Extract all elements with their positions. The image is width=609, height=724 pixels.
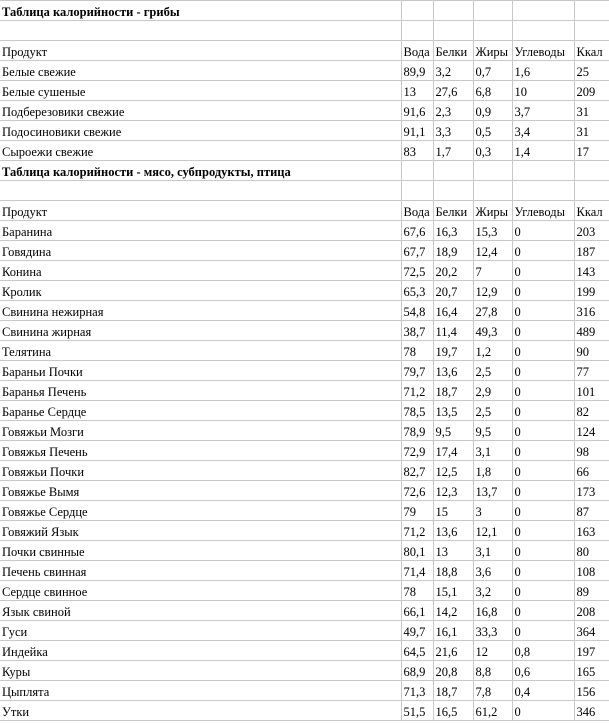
product-cell[interactable]: Говяжий Язык [0, 521, 401, 541]
value-cell[interactable]: 0 [512, 221, 574, 241]
value-cell[interactable]: 1,8 [473, 461, 512, 481]
product-cell[interactable]: Говяжье Вымя [0, 481, 401, 501]
product-cell[interactable]: Язык свиной [0, 601, 401, 621]
empty-cell[interactable] [574, 21, 609, 41]
column-header[interactable]: Продукт [0, 41, 401, 61]
product-cell[interactable]: Индейка [0, 641, 401, 661]
value-cell[interactable]: 18,8 [433, 561, 473, 581]
product-cell[interactable]: Бараньи Почки [0, 361, 401, 381]
column-header[interactable]: Белки [433, 201, 473, 221]
value-cell[interactable]: 16,1 [433, 621, 473, 641]
table-row [0, 461, 609, 481]
product-cell[interactable]: Сыроежи свежие [0, 141, 401, 161]
product-cell[interactable]: Говяжьи Почки [0, 461, 401, 481]
empty-cell[interactable] [0, 21, 401, 41]
value-cell[interactable]: 78,5 [401, 401, 433, 421]
value-cell[interactable]: 12 [473, 641, 512, 661]
column-header[interactable]: Продукт [0, 201, 401, 221]
value-cell[interactable]: 20,8 [433, 661, 473, 681]
empty-cell[interactable] [512, 161, 574, 181]
empty-cell[interactable] [473, 181, 512, 201]
empty-cell[interactable] [401, 21, 433, 41]
value-cell[interactable]: 12,9 [473, 281, 512, 301]
section-title[interactable]: Таблица калорийности - мясо, субпродукты, птица [0, 161, 401, 181]
table-row [0, 701, 609, 721]
value-cell[interactable]: 33,3 [473, 621, 512, 641]
value-cell[interactable]: 89 [574, 581, 609, 601]
value-cell[interactable]: 3,3 [433, 121, 473, 141]
value-cell[interactable]: 0,9 [473, 101, 512, 121]
value-cell[interactable]: 0 [512, 461, 574, 481]
column-header-row [0, 41, 609, 61]
value-cell[interactable]: 51,5 [401, 701, 433, 721]
value-cell[interactable]: 79,7 [401, 361, 433, 381]
value-cell[interactable]: 67,6 [401, 221, 433, 241]
value-cell[interactable]: 108 [574, 561, 609, 581]
value-cell[interactable]: 90 [574, 341, 609, 361]
value-cell[interactable]: 197 [574, 641, 609, 661]
table-row [0, 121, 609, 141]
value-cell[interactable]: 16,3 [433, 221, 473, 241]
value-cell[interactable]: 13,5 [433, 401, 473, 421]
product-cell[interactable]: Говядина [0, 241, 401, 261]
value-cell[interactable]: 0 [512, 521, 574, 541]
value-cell[interactable]: 18,7 [433, 381, 473, 401]
empty-cell[interactable] [401, 181, 433, 201]
column-header[interactable]: Жиры [473, 201, 512, 221]
table-row [0, 301, 609, 321]
blank-row [0, 181, 609, 201]
product-cell[interactable]: Свинина жирная [0, 321, 401, 341]
value-cell[interactable]: 13 [401, 81, 433, 101]
empty-cell[interactable] [473, 161, 512, 181]
value-cell[interactable]: 3,7 [512, 101, 574, 121]
empty-cell[interactable] [401, 1, 433, 21]
empty-cell[interactable] [0, 181, 401, 201]
table-row [0, 601, 609, 621]
table-row [0, 501, 609, 521]
product-cell[interactable]: Баранина [0, 221, 401, 241]
table-row [0, 361, 609, 381]
table-row [0, 281, 609, 301]
value-cell[interactable]: 489 [574, 321, 609, 341]
empty-cell[interactable] [433, 161, 473, 181]
value-cell[interactable]: 1,2 [473, 341, 512, 361]
value-cell[interactable]: 12,3 [433, 481, 473, 501]
table-row [0, 521, 609, 541]
value-cell[interactable]: 0,8 [512, 641, 574, 661]
value-cell[interactable]: 3,2 [473, 581, 512, 601]
empty-cell[interactable] [512, 181, 574, 201]
value-cell[interactable]: 98 [574, 441, 609, 461]
value-cell[interactable]: 72,6 [401, 481, 433, 501]
value-cell[interactable]: 12,1 [473, 521, 512, 541]
product-cell[interactable]: Утки [0, 701, 401, 721]
value-cell[interactable]: 3 [473, 501, 512, 521]
value-cell[interactable]: 0 [512, 401, 574, 421]
value-cell[interactable]: 3,1 [473, 441, 512, 461]
column-header[interactable]: Ккал [574, 201, 609, 221]
value-cell[interactable]: 71,3 [401, 681, 433, 701]
table-row [0, 221, 609, 241]
value-cell[interactable]: 79 [401, 501, 433, 521]
value-cell[interactable]: 156 [574, 681, 609, 701]
column-header[interactable]: Вода [401, 201, 433, 221]
empty-cell[interactable] [433, 21, 473, 41]
value-cell[interactable]: 10 [512, 81, 574, 101]
value-cell[interactable]: 0 [512, 701, 574, 721]
value-cell[interactable]: 20,2 [433, 261, 473, 281]
value-cell[interactable]: 25 [574, 61, 609, 81]
table-row [0, 421, 609, 441]
table-row [0, 641, 609, 661]
empty-cell[interactable] [574, 181, 609, 201]
empty-cell[interactable] [512, 21, 574, 41]
value-cell[interactable]: 71,2 [401, 521, 433, 541]
value-cell[interactable]: 54,8 [401, 301, 433, 321]
value-cell[interactable]: 78 [401, 581, 433, 601]
value-cell[interactable]: 0,6 [512, 661, 574, 681]
value-cell[interactable]: 80 [574, 541, 609, 561]
value-cell[interactable]: 72,5 [401, 261, 433, 281]
value-cell[interactable]: 65,3 [401, 281, 433, 301]
value-cell[interactable]: 13,6 [433, 361, 473, 381]
value-cell[interactable]: 82 [574, 401, 609, 421]
empty-cell[interactable] [401, 161, 433, 181]
value-cell[interactable]: 72,9 [401, 441, 433, 461]
table-row [0, 61, 609, 81]
empty-cell[interactable] [574, 161, 609, 181]
value-cell[interactable]: 15 [433, 501, 473, 521]
table-row [0, 541, 609, 561]
value-cell[interactable]: 209 [574, 81, 609, 101]
column-header[interactable]: Жиры [473, 41, 512, 61]
section-title-row [0, 1, 609, 21]
value-cell[interactable]: 16,4 [433, 301, 473, 321]
column-header-row [0, 201, 609, 221]
value-cell[interactable]: 13,7 [473, 481, 512, 501]
value-cell[interactable]: 83 [401, 141, 433, 161]
value-cell[interactable]: 13,6 [433, 521, 473, 541]
value-cell[interactable]: 17 [574, 141, 609, 161]
section-title[interactable]: Таблица калорийности - грибы [0, 1, 401, 21]
value-cell[interactable]: 16,8 [473, 601, 512, 621]
value-cell[interactable]: 31 [574, 101, 609, 121]
value-cell[interactable]: 0 [512, 321, 574, 341]
value-cell[interactable]: 27,8 [473, 301, 512, 321]
value-cell[interactable]: 2,9 [473, 381, 512, 401]
table-row [0, 381, 609, 401]
product-cell[interactable]: Печень свинная [0, 561, 401, 581]
table-row [0, 261, 609, 281]
product-cell[interactable]: Конина [0, 261, 401, 281]
value-cell[interactable]: 0 [512, 241, 574, 261]
value-cell[interactable]: 165 [574, 661, 609, 681]
value-cell[interactable]: 0 [512, 301, 574, 321]
value-cell[interactable]: 27,6 [433, 81, 473, 101]
value-cell[interactable]: 1,6 [512, 61, 574, 81]
value-cell[interactable]: 208 [574, 601, 609, 621]
value-cell[interactable]: 0 [512, 421, 574, 441]
value-cell[interactable]: 0,7 [473, 61, 512, 81]
value-cell[interactable]: 2,5 [473, 361, 512, 381]
value-cell[interactable]: 1,7 [433, 141, 473, 161]
value-cell[interactable]: 21,6 [433, 641, 473, 661]
value-cell[interactable]: 17,4 [433, 441, 473, 461]
column-header[interactable]: Вода [401, 41, 433, 61]
value-cell[interactable]: 0,4 [512, 681, 574, 701]
value-cell[interactable]: 0,3 [473, 141, 512, 161]
section-title-row [0, 161, 609, 181]
value-cell[interactable]: 3,4 [512, 121, 574, 141]
value-cell[interactable]: 31 [574, 121, 609, 141]
value-cell[interactable]: 0 [512, 561, 574, 581]
value-cell[interactable]: 20,7 [433, 281, 473, 301]
product-cell[interactable]: Почки свинные [0, 541, 401, 561]
value-cell[interactable]: 101 [574, 381, 609, 401]
product-cell[interactable]: Белые свежие [0, 61, 401, 81]
column-header[interactable]: Белки [433, 41, 473, 61]
product-cell[interactable]: Куры [0, 661, 401, 681]
value-cell[interactable]: 11,4 [433, 321, 473, 341]
value-cell[interactable]: 13 [433, 541, 473, 561]
value-cell[interactable]: 87 [574, 501, 609, 521]
product-cell[interactable]: Баранье Сердце [0, 401, 401, 421]
product-cell[interactable]: Сердце свинное [0, 581, 401, 601]
value-cell[interactable]: 66 [574, 461, 609, 481]
empty-cell[interactable] [433, 181, 473, 201]
product-cell[interactable]: Телятина [0, 341, 401, 361]
value-cell[interactable]: 77 [574, 361, 609, 381]
table-row [0, 341, 609, 361]
value-cell[interactable]: 143 [574, 261, 609, 281]
value-cell[interactable]: 71,2 [401, 381, 433, 401]
value-cell[interactable]: 12,4 [473, 241, 512, 261]
value-cell[interactable]: 0 [512, 481, 574, 501]
value-cell[interactable]: 15,1 [433, 581, 473, 601]
value-cell[interactable]: 346 [574, 701, 609, 721]
value-cell[interactable]: 0 [512, 281, 574, 301]
product-cell[interactable]: Гуси [0, 621, 401, 641]
empty-cell[interactable] [473, 1, 512, 21]
value-cell[interactable]: 14,2 [433, 601, 473, 621]
value-cell[interactable]: 9,5 [433, 421, 473, 441]
value-cell[interactable]: 0 [512, 541, 574, 561]
value-cell[interactable]: 0 [512, 501, 574, 521]
table-row [0, 401, 609, 421]
table-row [0, 141, 609, 161]
value-cell[interactable]: 203 [574, 221, 609, 241]
value-cell[interactable]: 187 [574, 241, 609, 261]
value-cell[interactable]: 49,3 [473, 321, 512, 341]
table-row [0, 441, 609, 461]
product-cell[interactable]: Говяжья Печень [0, 441, 401, 461]
value-cell[interactable]: 49,7 [401, 621, 433, 641]
value-cell[interactable]: 89,9 [401, 61, 433, 81]
product-cell[interactable]: Кролик [0, 281, 401, 301]
value-cell[interactable]: 1,4 [512, 141, 574, 161]
value-cell[interactable]: 0 [512, 621, 574, 641]
value-cell[interactable]: 364 [574, 621, 609, 641]
value-cell[interactable]: 7,8 [473, 681, 512, 701]
empty-cell[interactable] [473, 21, 512, 41]
empty-cell[interactable] [574, 1, 609, 21]
table-row [0, 481, 609, 501]
table-row [0, 81, 609, 101]
value-cell[interactable]: 19,7 [433, 341, 473, 361]
column-header[interactable]: Углеводы [512, 201, 574, 221]
value-cell[interactable]: 6,8 [473, 81, 512, 101]
value-cell[interactable]: 0 [512, 361, 574, 381]
product-cell[interactable]: Белые сушеные [0, 81, 401, 101]
table-row [0, 621, 609, 641]
table-row [0, 581, 609, 601]
value-cell[interactable]: 67,7 [401, 241, 433, 261]
empty-cell[interactable] [433, 1, 473, 21]
table-row [0, 101, 609, 121]
value-cell[interactable]: 3,2 [433, 61, 473, 81]
blank-row [0, 21, 609, 41]
value-cell[interactable]: 61,2 [473, 701, 512, 721]
value-cell[interactable]: 18,9 [433, 241, 473, 261]
value-cell[interactable]: 18,7 [433, 681, 473, 701]
table-row [0, 241, 609, 261]
product-cell[interactable]: Свинина нежирная [0, 301, 401, 321]
column-header[interactable]: Углеводы [512, 41, 574, 61]
value-cell[interactable]: 316 [574, 301, 609, 321]
table-row [0, 661, 609, 681]
empty-cell[interactable] [512, 1, 574, 21]
product-cell[interactable]: Подберезовики свежие [0, 101, 401, 121]
value-cell[interactable]: 68,9 [401, 661, 433, 681]
value-cell[interactable]: 2,3 [433, 101, 473, 121]
value-cell[interactable]: 3,1 [473, 541, 512, 561]
value-cell[interactable]: 0 [512, 441, 574, 461]
value-cell[interactable]: 38,7 [401, 321, 433, 341]
value-cell[interactable]: 91,6 [401, 101, 433, 121]
value-cell[interactable]: 0 [512, 341, 574, 361]
table-row [0, 681, 609, 701]
value-cell[interactable]: 163 [574, 521, 609, 541]
value-cell[interactable]: 3,6 [473, 561, 512, 581]
value-cell[interactable]: 7 [473, 261, 512, 281]
value-cell[interactable]: 82,7 [401, 461, 433, 481]
value-cell[interactable]: 12,5 [433, 461, 473, 481]
value-cell[interactable]: 78,9 [401, 421, 433, 441]
value-cell[interactable]: 9,5 [473, 421, 512, 441]
value-cell[interactable]: 64,5 [401, 641, 433, 661]
value-cell[interactable]: 78 [401, 341, 433, 361]
value-cell[interactable]: 0,5 [473, 121, 512, 141]
value-cell[interactable]: 173 [574, 481, 609, 501]
value-cell[interactable]: 199 [574, 281, 609, 301]
value-cell[interactable]: 0 [512, 261, 574, 281]
product-cell[interactable]: Баранья Печень [0, 381, 401, 401]
value-cell[interactable]: 8,8 [473, 661, 512, 681]
value-cell[interactable]: 0 [512, 581, 574, 601]
value-cell[interactable]: 0 [512, 601, 574, 621]
value-cell[interactable]: 71,4 [401, 561, 433, 581]
value-cell[interactable]: 2,5 [473, 401, 512, 421]
product-cell[interactable]: Подосиновики свежие [0, 121, 401, 141]
product-cell[interactable]: Говяжьи Мозги [0, 421, 401, 441]
value-cell[interactable]: 15,3 [473, 221, 512, 241]
column-header[interactable]: Ккал [574, 41, 609, 61]
value-cell[interactable]: 0 [512, 381, 574, 401]
value-cell[interactable]: 91,1 [401, 121, 433, 141]
value-cell[interactable]: 80,1 [401, 541, 433, 561]
table-row [0, 561, 609, 581]
product-cell[interactable]: Цыплята [0, 681, 401, 701]
value-cell[interactable]: 124 [574, 421, 609, 441]
product-cell[interactable]: Говяжье Сердце [0, 501, 401, 521]
value-cell[interactable]: 16,5 [433, 701, 473, 721]
value-cell[interactable]: 66,1 [401, 601, 433, 621]
table-row [0, 321, 609, 341]
